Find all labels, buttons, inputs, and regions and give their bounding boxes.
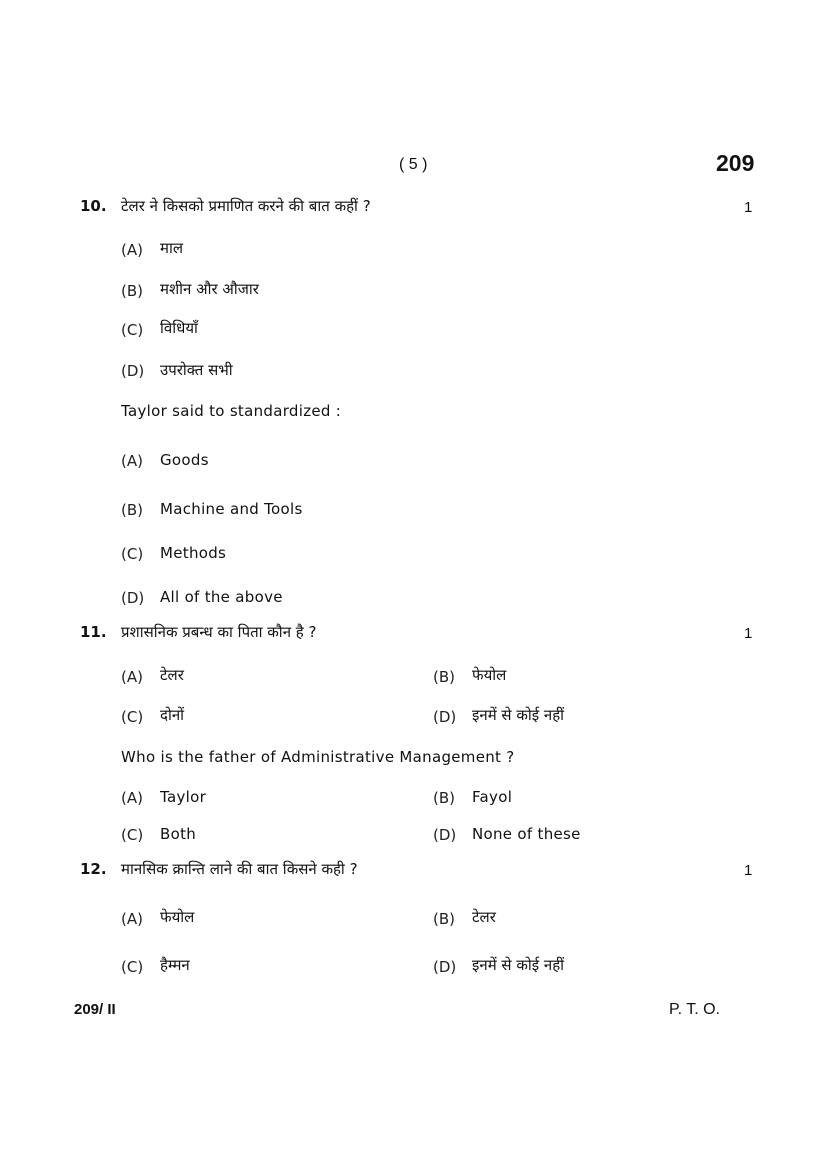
- footer-paper-code: 209/ II: [74, 1001, 116, 1018]
- question-marks: 1: [744, 199, 753, 216]
- option-label: (D): [433, 708, 457, 726]
- option-text: Both: [160, 825, 197, 843]
- option-label: (B): [433, 910, 455, 928]
- option-text: इनमें से कोई नहीं: [472, 956, 565, 974]
- option-text: Fayol: [472, 788, 513, 806]
- option-label: (C): [121, 826, 144, 844]
- option-label: (D): [121, 362, 145, 380]
- option-text: Methods: [160, 544, 227, 562]
- option-text: टेलर: [472, 908, 496, 926]
- option-text: दोनों: [160, 706, 185, 724]
- option-text: इनमें से कोई नहीं: [472, 706, 565, 724]
- question-text-hindi: टेलर ने किसको प्रमाणित करने की बात कहीं ?: [121, 197, 371, 215]
- option-text: हैम्मन: [160, 956, 190, 974]
- question-number: 11.: [80, 623, 107, 641]
- question-number: 12.: [80, 860, 107, 878]
- question-text-english: Taylor said to standardized :: [121, 402, 342, 420]
- question-text-hindi: मानसिक क्रान्ति लाने की बात किसने कही ?: [121, 860, 358, 878]
- option-text: All of the above: [160, 588, 283, 606]
- option-label: (D): [433, 826, 457, 844]
- option-text: Machine and Tools: [160, 500, 303, 518]
- option-label: (A): [121, 789, 143, 807]
- option-label: (B): [433, 789, 455, 807]
- footer-pto: P. T. O.: [669, 1001, 720, 1018]
- option-label: (C): [121, 958, 144, 976]
- paper-code: 209: [716, 150, 755, 176]
- question-number: 10.: [80, 197, 107, 215]
- question-text-hindi: प्रशासनिक प्रबन्ध का पिता कौन है ?: [121, 623, 317, 641]
- option-label: (A): [121, 668, 143, 686]
- option-text: माल: [160, 239, 184, 257]
- option-text: Taylor: [160, 788, 207, 806]
- option-text: फेयोल: [160, 908, 195, 926]
- option-text: मशीन और औजार: [160, 280, 259, 298]
- option-text: None of these: [472, 825, 581, 843]
- option-text: उपरोक्त सभी: [160, 361, 233, 379]
- option-label: (B): [121, 282, 143, 300]
- option-label: (D): [433, 958, 457, 976]
- option-label: (D): [121, 589, 145, 607]
- option-text: विधियाँ: [160, 319, 198, 337]
- option-text: टेलर: [160, 666, 184, 684]
- question-marks: 1: [744, 625, 753, 642]
- option-text: Goods: [160, 451, 209, 469]
- option-label: (C): [121, 321, 144, 339]
- option-label: (C): [121, 708, 144, 726]
- page-number: ( 5 ): [399, 156, 428, 173]
- option-label: (A): [121, 241, 143, 259]
- option-label: (B): [433, 668, 455, 686]
- question-marks: 1: [744, 862, 753, 879]
- option-label: (A): [121, 452, 143, 470]
- question-text-english: Who is the father of Administrative Management ?: [121, 748, 515, 766]
- option-label: (C): [121, 545, 144, 563]
- option-label: (B): [121, 501, 143, 519]
- option-label: (A): [121, 910, 143, 928]
- option-text: फेयोल: [472, 666, 507, 684]
